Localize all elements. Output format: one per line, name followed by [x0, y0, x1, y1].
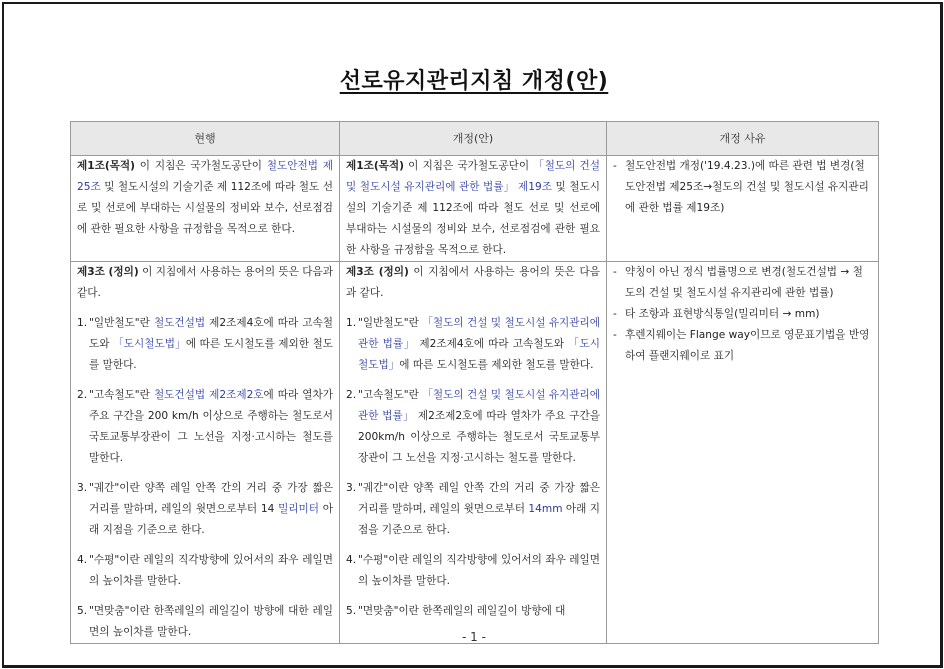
item-text: "일반철도"란 철도건설법 제2조제4호에 따라 고속철도와 「도시철도법」에 따른 도시철도를 제외한 철도를 말한다. [89, 317, 333, 371]
definition-item [346, 385, 600, 469]
reason-item [613, 304, 872, 325]
item-number: 1. [346, 317, 357, 329]
item-spacer [77, 376, 333, 385]
definition-item [77, 550, 333, 592]
definition-item [77, 478, 333, 541]
reason-item [613, 262, 872, 304]
reason-text: 약칭이 아닌 정식 법률명으로 변경(철도건설법 → 철도의 건설 및 철도시설 유지관리에 관한 법률) [625, 266, 863, 299]
reason-text: 철도안전법 개정('19.4.23.)에 따른 관련 법 변경(철도안전법 제25조→철도의 건설 및 철도시설 유지관리에 관한 법률 제19조) [625, 160, 869, 214]
cell-current-article-3: 제3조 (정의) 이 지침에서 사용하는 용어의 뜻은 다음과 같다. 1. "일반철도"란 철도건설법 제2조제4호에 따라 고속철도와 「도시철도법」에 따른 도시철도를 제외한 철도를 말한다. 2. "고속철도"란 철도건설법 제2조제2호에 따라 열차가 주요 구간을 200 km/h 이상으로 주행하는 철도로서 국토교통부장관이 그 노선을 지정·고시하는 철도를 말한다. 3. "궤간"이란 양쪽 레일 안쪽 간의 거리 중 가장 짧은 거리를 말하며, 레일의 윗면으로부터 14 밀리미터 아래 지점을 기준으로 한다. 4. "수평"이란 레일의 직각방향에 있어서의 좌우 레일면의 높이차를 말한다. 5. "면맞춤"이란 한쪽레일의 레일길이 방향에 대한 레일면의 높이차를 말한다. [71, 262, 340, 644]
definition-item [346, 478, 600, 541]
cell-reason-article-3 [607, 262, 879, 644]
comparison-table [70, 121, 879, 644]
table-row-article-3 [71, 262, 879, 644]
reason-item [613, 325, 872, 367]
law-reference: 「철도의 건설 및 철도시설 유지관리에 관한 법률」 [358, 389, 600, 422]
reason-text: 타 조항과 표현방식통일(밀리미터 → mm) [625, 308, 820, 320]
item-text: "수평"이란 레일의 직각방향에 있어서의 좌우 레일면의 높이차를 말한다. [89, 554, 333, 587]
law-reference: 철도안전법 제25조 [77, 160, 333, 193]
item-spacer [346, 469, 600, 478]
item-number: 1. [77, 317, 88, 329]
item-spacer [77, 304, 333, 313]
item-text: "면맞춤"이란 한쪽레일의 레일길이 방향에 대한 레일면의 높이차를 말한다. [89, 605, 333, 638]
table-row-article-1 [71, 156, 879, 262]
item-number: 2. [346, 389, 357, 401]
item-spacer [346, 304, 600, 313]
law-reference: 「도시철도법」 [358, 338, 600, 371]
law-reference: 「철도의 건설 및 철도시설 유지관리에 관한 법률」 제19조 [346, 160, 600, 193]
definition-item [77, 313, 333, 376]
dash-bullet: - [613, 160, 617, 172]
item-number: 3. [346, 482, 357, 494]
reason-text: 후렌지웨이는 Flange way이므로 영문표기법을 반영하여 플랜지웨이로 표기 [625, 329, 870, 362]
table-header-row [71, 122, 879, 156]
item-text: "면맞춤"이란 한쪽레일의 레일길이 방향에 대 [358, 605, 566, 617]
item-number: 2. [77, 389, 88, 401]
law-reference: 철도건설법 [153, 317, 206, 329]
header-current: 현행 [71, 122, 340, 156]
item-text: "궤간"이란 양쪽 레일 안쪽 간의 거리 중 가장 짧은 거리를 말하며, 레일의 윗면으로부터 14mm 아래 지점을 기준으로 한다. [358, 482, 600, 536]
item-number: 3. [77, 482, 88, 494]
item-spacer [346, 376, 600, 385]
dash-bullet: - [613, 329, 617, 341]
page-number: - 1 - [462, 630, 486, 644]
item-spacer [346, 592, 600, 601]
law-reference: 밀리미터 [278, 503, 320, 515]
law-reference: 「도시철도법」 [113, 338, 186, 350]
item-number: 5. [346, 605, 357, 617]
item-text: "궤간"이란 양쪽 레일 안쪽 간의 거리 중 가장 짧은 거리를 말하며, 레일의 윗면으로부터 14 밀리미터 아래 지점을 기준으로 한다. [89, 482, 333, 536]
dash-bullet: - [613, 308, 617, 320]
law-reference: 「철도의 건설 및 철도시설 유지관리에 관한 법률」 [358, 317, 600, 350]
definition-item [77, 385, 333, 469]
definition-item [346, 601, 600, 622]
item-text: "일반철도"란 「철도의 건설 및 철도시설 유지관리에 관한 법률」 제2조제4호에 따라 고속철도와 「도시철도법」에 따른 도시철도를 제외한 철도를 말한다. [358, 317, 600, 371]
item-text: "고속철도"란 「철도의 건설 및 철도시설 유지관리에 관한 법률」 제2조제2호에 따라 열차가 주요 구간을 200km/h 이상으로 주행하는 철도로서 국토교통부장관이 그 노선을 지정·고시하는 철도를 말한다. [358, 389, 600, 464]
reason-item [613, 156, 872, 219]
item-spacer [346, 541, 600, 550]
document-title: 선로유지관리지침 개정(안) [339, 69, 609, 94]
dash-bullet: - [613, 266, 617, 278]
item-number: 4. [77, 554, 88, 566]
law-reference: 철도건설법 제2조제2호 [153, 389, 264, 401]
item-spacer [77, 592, 333, 601]
definition-item [346, 313, 600, 376]
cell-revised-article-1: 제1조(목적) 이 지침은 국가철도공단이 「철도의 건설 및 철도시설 유지관리에 관한 법률」 제19조 및 철도시설의 기술기준 제 112조에 따라 철도 선로 및 선로에 부대하는 시설물의 정비와 보수, 선로점검에 관한 필요한 사항을 규정함을 목적으로 한다. [340, 156, 607, 262]
definition-item [346, 550, 600, 592]
item-number: 5. [77, 605, 88, 617]
item-number: 4. [346, 554, 357, 566]
document-page [2, 2, 943, 668]
cell-revised-article-3: 제3조 (정의) 이 지침에서 사용하는 용어의 뜻은 다음과 같다. 1. "일반철도"란 「철도의 건설 및 철도시설 유지관리에 관한 법률」 제2조제4호에 따라 고속철도와 「도시철도법」에 따른 도시철도를 제외한 철도를 말한다. 2. "고속철도"란 「철도의 건설 및 철도시설 유지관리에 관한 법률」 제2조제2호에 따라 열차가 주요 구간을 200km/h 이상으로 주행하는 철도로서 국토교통부장관이 그 노선을 지정·고시하는 철도를 말한다. 3. "궤간"이란 양쪽 레일 안쪽 간의 거리 중 가장 짧은 거리를 말하며, 레일의 윗면으로부터 14mm 아래 지점을 기준으로 한다. 4. "수평"이란 레일의 직각방향에 있어서의 좌우 레일면의 높이차를 말한다. 5. "면맞춤"이란 한쪽레일의 레일길이 방향에 대 [340, 262, 607, 644]
item-spacer [77, 541, 333, 550]
header-revised: 개정(안) [340, 122, 607, 156]
item-spacer [77, 469, 333, 478]
item-text: "고속철도"란 철도건설법 제2조제2호에 따라 열차가 주요 구간을 200 km/h 이상으로 주행하는 철도로서 국토교통부장관이 그 노선을 지정·고시하는 철도를 말한다. [89, 389, 333, 464]
cell-reason-article-1 [607, 156, 879, 262]
item-text: "수평"이란 레일의 직각방향에 있어서의 좌우 레일면의 높이차를 말한다. [358, 554, 600, 587]
header-reason: 개정 사유 [607, 122, 879, 156]
cell-current-article-1: 제1조(목적) 이 지침은 국가철도공단이 철도안전법 제25조 및 철도시설의 기술기준 제 112조에 따라 철도 선로 및 선로에 부대하는 시설물의 정비와 보수, 선로점검에 관한 필요한 사항을 규정함을 목적으로 한다. [71, 156, 340, 262]
law-reference: 14mm [528, 503, 563, 515]
